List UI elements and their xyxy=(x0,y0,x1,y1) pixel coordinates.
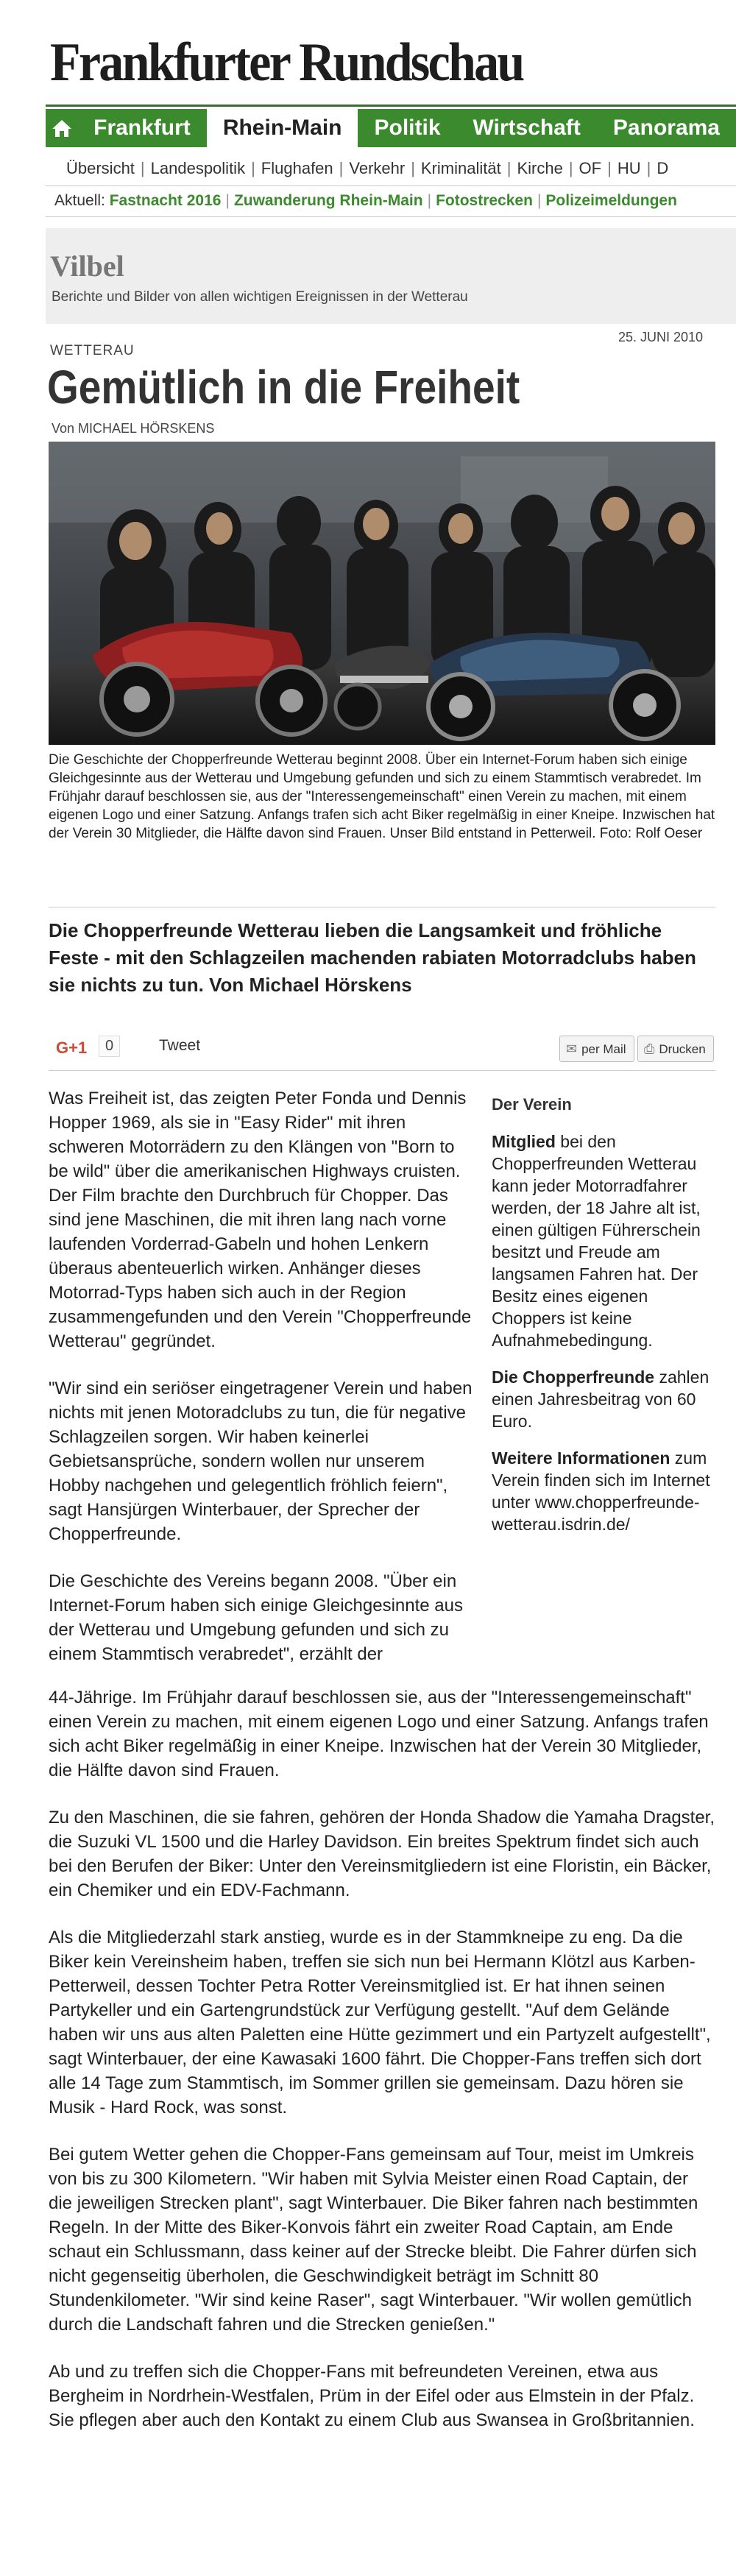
subnav-link-landespolitik[interactable]: Landespolitik xyxy=(150,159,246,177)
article-paragraph: 44-Jährige. Im Frühjahr darauf beschlossen sie, aus der "Interessengemeinschaft" einen Verein zu machen, mit einem eigenen Logo und einer Satzung. Anfangs trafen sich acht Biker regelmäßig in einer Kneipe. Inzwischen hat der Verein 30 Mitglieder, die Hälfte davon sind Frauen. xyxy=(49,1688,709,1780)
aktuell-divider xyxy=(46,216,736,217)
print-button-label: Drucken xyxy=(659,1042,706,1056)
mail-button[interactable] xyxy=(559,1036,634,1062)
article-paragraph: Bei gutem Wetter gehen die Chopper-Fans gemeinsam auf Tour, meist im Umkreis von bis zu 300 Kilometern. "Wir haben mit Sylvia Meister einen Road Captain, der die jeweiligen Strecken plant", sagt Winterbauer. Die Biker fahren nach bestimmten Regeln. In der Mitte des Biker-Konvois fährt ein zweiter Road Captain, am Ende schaut ein Schlussmann, dass keiner auf der Strecke bleibt. Die Fahrer dürfen sich nicht gegenseitig überholen, die Geschwindigkeit beträgt im Schnitt 80 Stundenkilometer. "Wir sind keine Raser", sagt Winterbauer. "Wir wollen gemütlich durch die Landschaft fahren und die Strecken genießen." xyxy=(49,2145,698,2335)
subnav-link-of[interactable]: OF xyxy=(578,159,602,177)
info-box-membership xyxy=(492,1130,715,1351)
article-byline: Von MICHAEL HÖRSKENS xyxy=(52,421,215,436)
info-box xyxy=(492,1094,715,1550)
nav-item-panorama[interactable]: Panorama xyxy=(612,116,720,140)
subnav-link-d[interactable]: D xyxy=(657,159,669,177)
main-navigation xyxy=(46,109,736,147)
info-box-fee-label: Die Chopperfreunde xyxy=(492,1367,655,1387)
info-box-info-label: Weitere Informationen xyxy=(492,1448,670,1468)
article-date: 25. JUNI 2010 xyxy=(618,330,704,344)
nav-item-wirtschaft[interactable]: Wirtschaft xyxy=(473,116,581,140)
info-box-membership-label: Mitglied xyxy=(492,1132,556,1151)
print-button[interactable] xyxy=(637,1036,714,1062)
nav-item-frankfurt[interactable]: Frankfurt xyxy=(93,116,191,140)
info-box-fee-text: zahlen einen Jahresbeitrag von 60 Euro. xyxy=(492,1367,710,1431)
sub-navigation: Übersicht | Landespolitik | Flughafen | Verkehr | Kriminalität | Kirche | OF | HU | D xyxy=(66,159,669,177)
aktuell-link-fastnacht[interactable]: Fastnacht 2016 xyxy=(109,192,222,209)
subnav-link-uebersicht[interactable]: Übersicht xyxy=(66,159,135,177)
photo-caption: Die Geschichte der Chopperfreunde Wetterau beginnt 2008. Über ein Internet-Forum haben sich einige Gleichgesinnte aus der Wetterau und Umgebung gefunden und sich zu einem Stammtisch verabredet. Im Frühjahr darauf beschlossen sie, aus der "Interessengemeinschaft" einen Verein zu machen, mit einem eigenen Logo und einer Satzung. Anfangs trafen sich acht Biker regelmäßig in einer Kneipe. Inzwischen hat der Verein 30 Mitglieder, die Hälfte davon sind Frauen. Unser Bild entstand in Petterweil. Foto: Rolf Oeser xyxy=(49,752,715,841)
article-kicker: WETTERAU xyxy=(50,343,135,358)
aktuell-link-zuwanderung[interactable]: Zuwanderung Rhein-Main xyxy=(233,192,423,209)
social-divider xyxy=(49,1070,715,1071)
section-header-band xyxy=(46,228,736,324)
mail-button-label: per Mail xyxy=(581,1042,626,1056)
article-paragraph: "Wir sind ein seriöser eingetragener Verein und haben nichts mit jenen Motoradclubs zu tun, die für negative Schlagzeilen sorgen. Wir haben keinerlei Gebietsansprüche, sondern wollen nur unserem Hobby nachgehen und gelegentlich fröhlich feiern", sagt Hansjürgen Winterbauer, der Sprecher der Chopperfreunde. xyxy=(49,1379,473,1544)
aktuell-bar: Aktuell: Fastnacht 2016 | Zuwanderung Rhein-Main | Fotostrecken | Polizeimeldungen xyxy=(54,192,677,209)
subnav-link-hu[interactable]: HU xyxy=(617,159,641,177)
subnav-link-flughafen[interactable]: Flughafen xyxy=(261,159,333,177)
nav-item-rhein-main[interactable]: Rhein-Main xyxy=(207,109,358,147)
article-body-column xyxy=(49,1086,475,1689)
article-lead: Die Chopperfreunde Wetterau lieben die Langsamkeit und fröhliche Feste - mit den Schlagzeilen machenden rabiaten Motorradclubs haben sie nichts zu tun. Von Michael Hörskens xyxy=(49,919,696,996)
section-description: Berichte und Bilder von allen wichtigen Ereignissen in der Wetterau xyxy=(52,289,468,305)
article-paragraph: Als die Mitgliederzahl stark anstieg, wurde es in der Stammkneipe zu eng. Da die Biker kein Vereinsheim haben, treffen sie sich nun bei Hermann Klötzl aus Karben-Petterweil, dessen Tochter Petra Rotter Vereinsmitglied ist. Er hat ihnen seinen Partykeller und ein Gartengrundstück zur Verfügung gestellt. "Auf dem Gelände haben wir uns aus alten Paletten eine Hütte gezimmert und ein Partyzelt aufgestellt", sagt Winterbauer, der eine Kawasaki 1600 fährt. Die Chopper-Fans treffen sich dort alle 14 Tage zum Stammtisch, im Sommer grillen sie gemeinsam. Dazu hören sie Musik - Hard Rock, was sonst. xyxy=(49,1928,711,2117)
gplus-button[interactable]: G+1 xyxy=(56,1038,88,1057)
article-headline: Gemütlich in die Freiheit xyxy=(47,361,520,414)
info-box-info xyxy=(492,1447,715,1535)
info-box-fee xyxy=(492,1366,715,1432)
aktuell-label: Aktuell: xyxy=(54,192,105,209)
gplus-count: 0 xyxy=(99,1036,120,1057)
biker-group-photo xyxy=(49,442,715,745)
mail-icon: ✉ xyxy=(566,1041,578,1056)
article-photo xyxy=(49,442,715,745)
subnav-link-kirche[interactable]: Kirche xyxy=(517,159,563,177)
aktuell-link-fotostrecken[interactable]: Fotostrecken xyxy=(436,192,533,209)
info-box-title: Der Verein xyxy=(492,1095,572,1114)
aktuell-link-polizeimeldungen[interactable]: Polizeimeldungen xyxy=(545,192,677,209)
section-title[interactable]: Vilbel xyxy=(50,250,124,283)
article-paragraph: Die Geschichte des Vereins begann 2008. "Über ein Internet-Forum haben sich einige Gleichgesinnte aus der Wetterau und Umgebung gefunden und sich zu einem Stammtisch verabredet", erzählt der xyxy=(49,1571,463,1664)
masthead-divider xyxy=(46,105,736,107)
social-bar xyxy=(49,1034,715,1066)
article-body-wide xyxy=(49,1685,715,2455)
article-paragraph: Was Freiheit ist, das zeigten Peter Fonda und Dennis Hopper 1969, als sie in "Easy Rider" mit ihren schweren Motorrädern zu den Klängen von "Born to be wild" über die amerikanischen Highways cruisten. Der Film brachte den Durchbruch für Chopper. Das sind jene Maschinen, die mit ihren lang nach vorne laufenden Vorderrad-Gabeln und hohen Lenkern überaus abenteuerlich wirken. Anhänger dieses Motorrad-Typs haben sich auch in der Region zusammengefunden und den Verein "Chopperfreunde Wetterau" gegründet. xyxy=(49,1089,472,1351)
masthead-logo[interactable]: Frankfurter Rundschau xyxy=(50,32,523,93)
subnav-link-kriminalitaet[interactable]: Kriminalität xyxy=(420,159,501,177)
tweet-button[interactable]: Tweet xyxy=(159,1037,201,1054)
article-paragraph: Zu den Maschinen, die sie fahren, gehören der Honda Shadow die Yamaha Dragster, die Suzuki VL 1500 und die Harley Davidson. Ein breites Spektrum findet sich auch bei den Berufen der Biker: Unter den Vereinsmitgliedern ist eine Floristin, ein Bäcker, ein Chemiker und ein EDV-Fachmann. xyxy=(49,1808,715,1900)
article-paragraph: Ab und zu treffen sich die Chopper-Fans mit befreundeten Vereinen, etwa aus Bergheim in Nordrhein-Westfalen, Prüm in der Eifel oder aus Elmstein in der Pfalz. Sie pflegen aber auch den Kontakt zu einem Club aus Swansea in Großbritannien. xyxy=(49,2362,695,2430)
info-box-info-text[interactable]: zum Verein finden sich im Internet unter www.chopperfreunde-wetterau.isdrin.de/ xyxy=(492,1448,710,1534)
home-icon[interactable] xyxy=(46,109,77,147)
nav-item-politik[interactable]: Politik xyxy=(374,116,441,140)
print-icon: ⎙ xyxy=(644,1041,655,1056)
subnav-divider xyxy=(46,185,736,186)
subnav-link-verkehr[interactable]: Verkehr xyxy=(349,159,406,177)
info-box-membership-text: bei den Chopperfreunden Wetterau kann jeder Motorradfahrer werden, der 18 Jahre alt ist, einen gültigen Führerschein besitzt und Freude am langsamen Fahren hat. Der Besitz eines eigenen Choppers ist keine Aufnahmebedingung. xyxy=(492,1132,701,1350)
